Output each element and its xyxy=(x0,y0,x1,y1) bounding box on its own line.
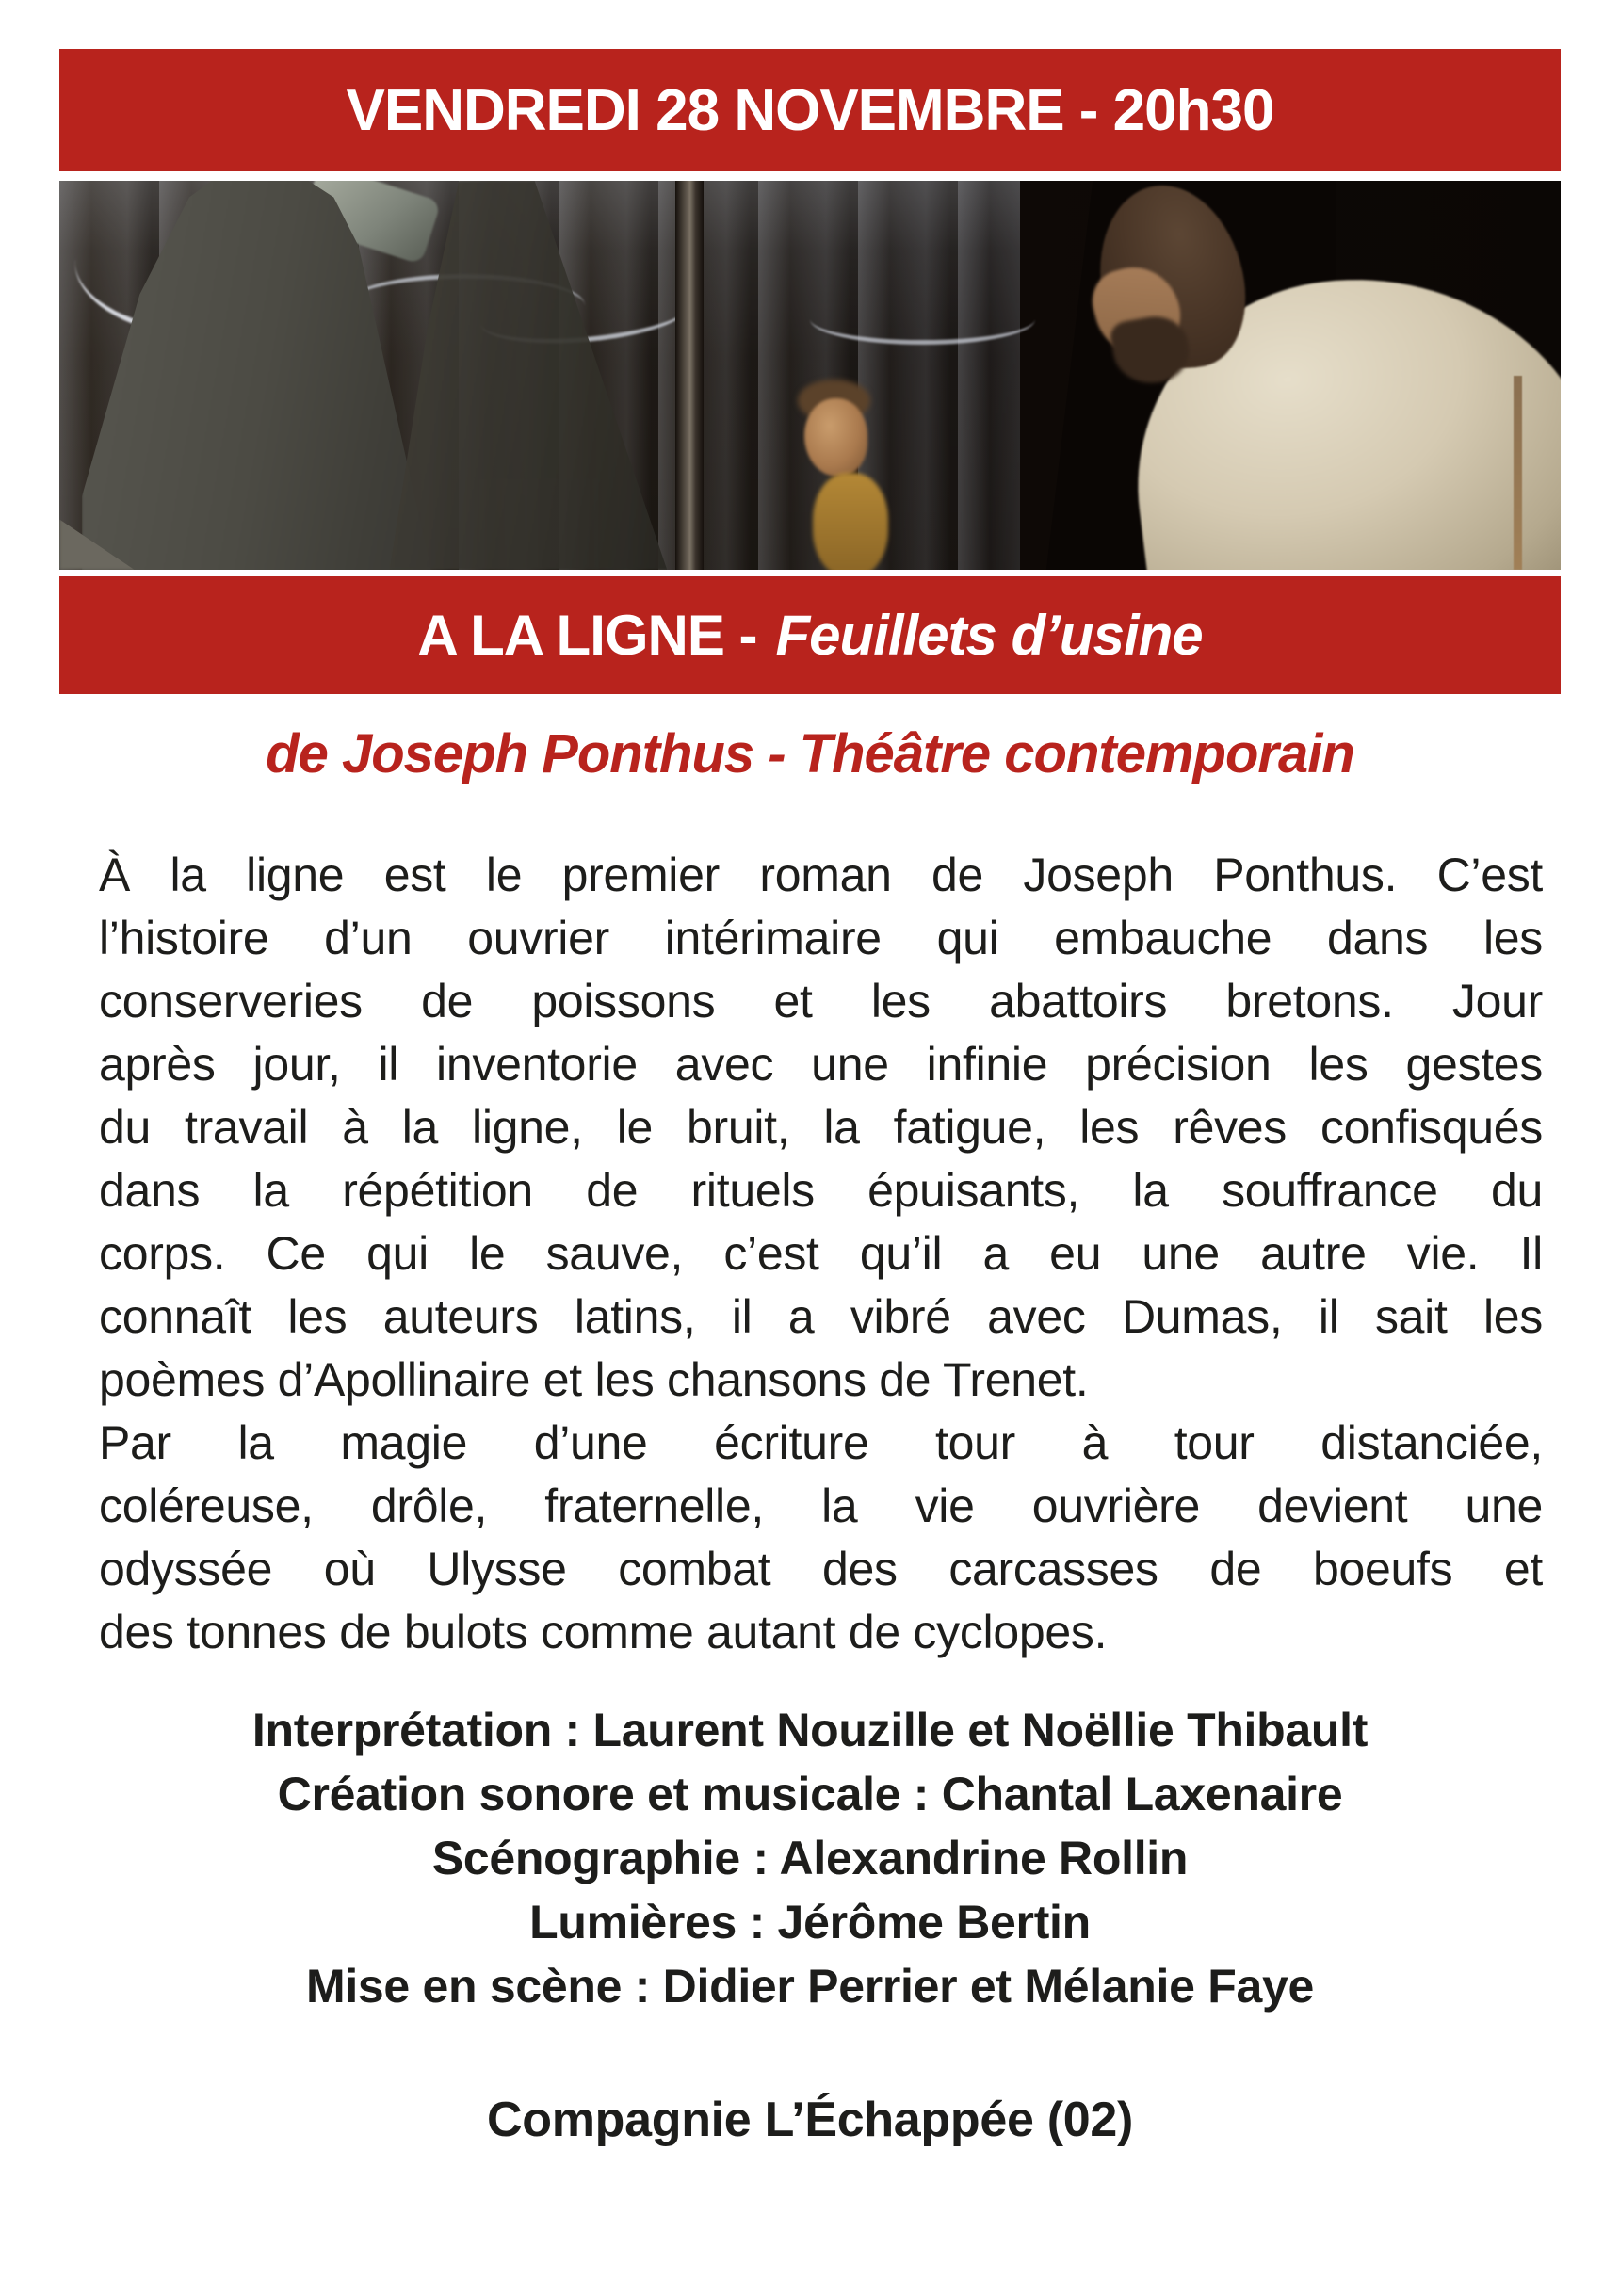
synopsis-paragraph-1 xyxy=(99,844,1543,1412)
synopsis-line: l’histoire d’un ouvrier intérimaire qui embauche dans les xyxy=(99,912,1543,964)
synopsis-line: odyssée où Ulysse combat des carcasses de boeufs et xyxy=(99,1543,1543,1595)
synopsis-line: Par la magie d’une écriture tour à tour distanciée, xyxy=(99,1416,1543,1469)
photo-vertical-pole xyxy=(675,181,704,570)
title-banner-main: A LA LIGNE - xyxy=(417,604,757,667)
synopsis-line: corps. Ce qui le sauve, c’est qu’il a eu une autre vie. Il xyxy=(99,1227,1543,1280)
date-banner-text: VENDREDI 28 NOVEMBRE - 20h30 xyxy=(346,77,1274,143)
credit-line: Création sonore et musicale : Chantal Laxenaire xyxy=(277,1768,1343,1820)
photo-wire-glint xyxy=(810,294,1035,346)
date-banner xyxy=(59,49,1561,171)
photo-thin-stick xyxy=(1514,376,1522,571)
photo-actress-face xyxy=(804,398,867,477)
author-subtitle: de Joseph Ponthus - Théâtre contemporain xyxy=(266,723,1354,784)
synopsis xyxy=(99,844,1543,1664)
synopsis-line: connaît les auteurs latins, il a vibré avec Dumas, il sait les xyxy=(99,1290,1543,1343)
synopsis-paragraph-2 xyxy=(99,1412,1543,1664)
title-banner xyxy=(59,576,1561,694)
synopsis-line: après jour, il inventorie avec une infinie précision les gestes xyxy=(99,1038,1543,1091)
synopsis-line: des tonnes de bulots comme autant de cyclopes. xyxy=(99,1606,1108,1658)
credit-line: Mise en scène : Didier Perrier et Mélanie Faye xyxy=(305,1960,1314,2013)
synopsis-line: du travail à la ligne, le bruit, la fatigue, les rêves confisqués xyxy=(99,1101,1543,1154)
synopsis-line: coléreuse, drôle, fraternelle, la vie ouvrière devient une xyxy=(99,1479,1543,1532)
performance-photo xyxy=(59,181,1561,570)
synopsis-line: À la ligne est le premier roman de Joseph Ponthus. C’est xyxy=(99,849,1543,901)
company-name: Compagnie L’Échappée (02) xyxy=(487,2093,1133,2147)
credit-line: Lumières : Jérôme Bertin xyxy=(529,1896,1091,1948)
photo-actress-scarf xyxy=(813,473,888,570)
credit-line: Scénographie : Alexandrine Rollin xyxy=(431,1832,1189,1884)
synopsis-line: conserveries de poissons et les abattoirs bretons. Jour xyxy=(99,975,1543,1027)
credits-block xyxy=(0,1698,1620,2018)
synopsis-line: poèmes d’Apollinaire et les chansons de Trenet. xyxy=(99,1353,1089,1406)
title-banner-italic: Feuillets d’usine xyxy=(775,604,1203,667)
credit-line: Interprétation : Laurent Nouzille et Noëllie Thibault xyxy=(251,1704,1369,1756)
synopsis-line: dans la répétition de rituels épuisants, la souffrance du xyxy=(99,1164,1543,1217)
